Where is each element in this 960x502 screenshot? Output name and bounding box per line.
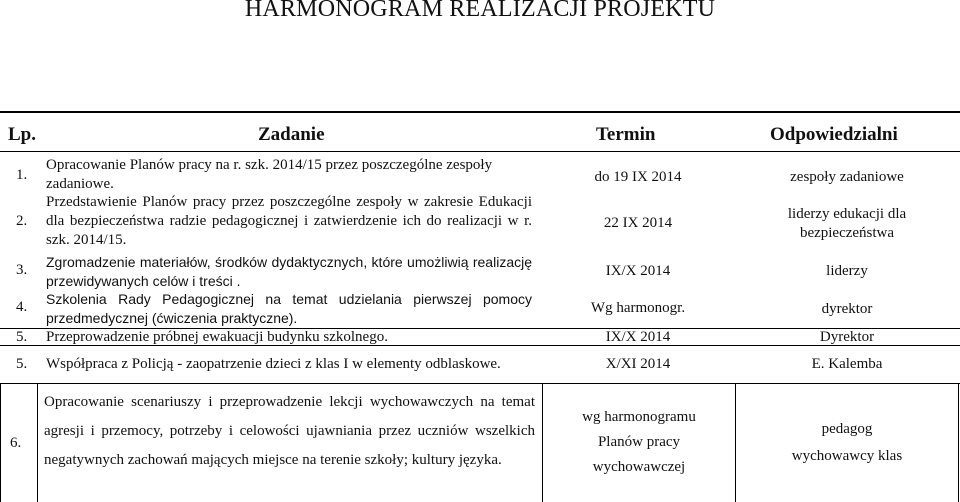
- row-4-task: Szkolenia Rady Pedagogicznej na temat udzielania pierwszej pomocy przedmedycznej (ćwiczenia praktyczne).: [46, 291, 532, 326]
- row-5-term: IX/X 2014: [605, 329, 671, 345]
- column-header-term: Termin: [596, 124, 656, 145]
- row-4-lp: 4.: [16, 299, 28, 315]
- row-2-responsible: liderzy edukacji dla bezpieczeństwa: [787, 206, 907, 241]
- row-5b-task: Współpraca z Policją - zaopatrzenie dzieci z klas I w elementy odblaskowe.: [46, 356, 501, 372]
- row-5-lp: 5.: [16, 329, 28, 345]
- row-6-responsible: [737, 416, 957, 470]
- row-6-col-divider-3: [735, 384, 736, 502]
- row-5-responsible: Dyrektor: [819, 329, 875, 345]
- row-6-col-divider-2: [542, 384, 543, 502]
- row-1-task: Opracowanie Planów pracy na r. szk. 2014/15 przez poszczególne zespoły zadaniowe.: [46, 157, 493, 192]
- column-header-task: Zadanie: [258, 124, 325, 145]
- row-1-lp: 1.: [16, 167, 28, 183]
- row-2-lp: 2.: [16, 213, 28, 229]
- row-2-task: Przedstawienie Planów pracy przez poszczególne zespoły w zakresie Edukacji dla bezpieczeństwa radzie pedagogicznej i zatwierdzenie ich do realizacji w r. szk. 2014/15.: [46, 194, 532, 248]
- row-5b-bottom-border: [0, 383, 960, 384]
- column-header-responsible: Odpowiedzialni: [770, 124, 898, 145]
- row-3-responsible: liderzy: [826, 263, 868, 279]
- row-6-right-border: [958, 384, 959, 502]
- row-3-term: IX/X 2014: [605, 263, 671, 279]
- table-top-border: [0, 111, 960, 113]
- row-5b-term: X/XI 2014: [605, 356, 671, 372]
- row-6-left-border: [0, 384, 1, 502]
- row-6-term-line-3: wychowawczej: [592, 459, 686, 475]
- row-6-task: Opracowanie scenariuszy i przeprowadzenie lekcji wychowawczych na temat agresji i przemocy, potrzeby i celowości ujawniania przez uczniów wszelkich negatywnych zachowań mających miejsce na terenie szkoły; kultury języka.: [44, 394, 535, 468]
- row-5b-responsible: E. Kalemba: [811, 356, 883, 372]
- row-6-responsible-line-2: wychowawcy klas: [791, 448, 903, 464]
- header-divider: [0, 151, 960, 152]
- row-6-term-line-1: wg harmonogramu: [582, 409, 696, 425]
- row-1-term: do 19 IX 2014: [594, 169, 682, 185]
- row-4-responsible: dyrektor: [821, 301, 873, 317]
- row-6-term: [545, 405, 733, 480]
- row-3-lp: 3.: [16, 262, 28, 278]
- row-3-task: Zgromadzenie materiałów, środków dydaktycznych, które umożliwią realizację przewidywanych celów i treści .: [46, 254, 532, 289]
- row-4-term: Wg harmonogr.: [590, 300, 686, 316]
- page-title: HARMONOGRAM REALIZACJI PROJEKTU: [244, 0, 716, 22]
- row-1-responsible: zespoły zadaniowe: [790, 169, 904, 185]
- row-6-responsible-line-1: pedagog: [821, 421, 873, 437]
- row-5b-lp: 5.: [16, 356, 28, 372]
- row-6-term-line-2: Planów pracy: [597, 434, 681, 450]
- row-2-term: 22 IX 2014: [603, 215, 673, 231]
- row-5-task: Przeprowadzenie próbnej ewakuacji budynku szkolnego.: [46, 329, 388, 345]
- row-6-lp: 6.: [10, 435, 22, 451]
- column-header-lp: Lp.: [8, 124, 36, 145]
- row-6-col-divider-1: [37, 384, 38, 502]
